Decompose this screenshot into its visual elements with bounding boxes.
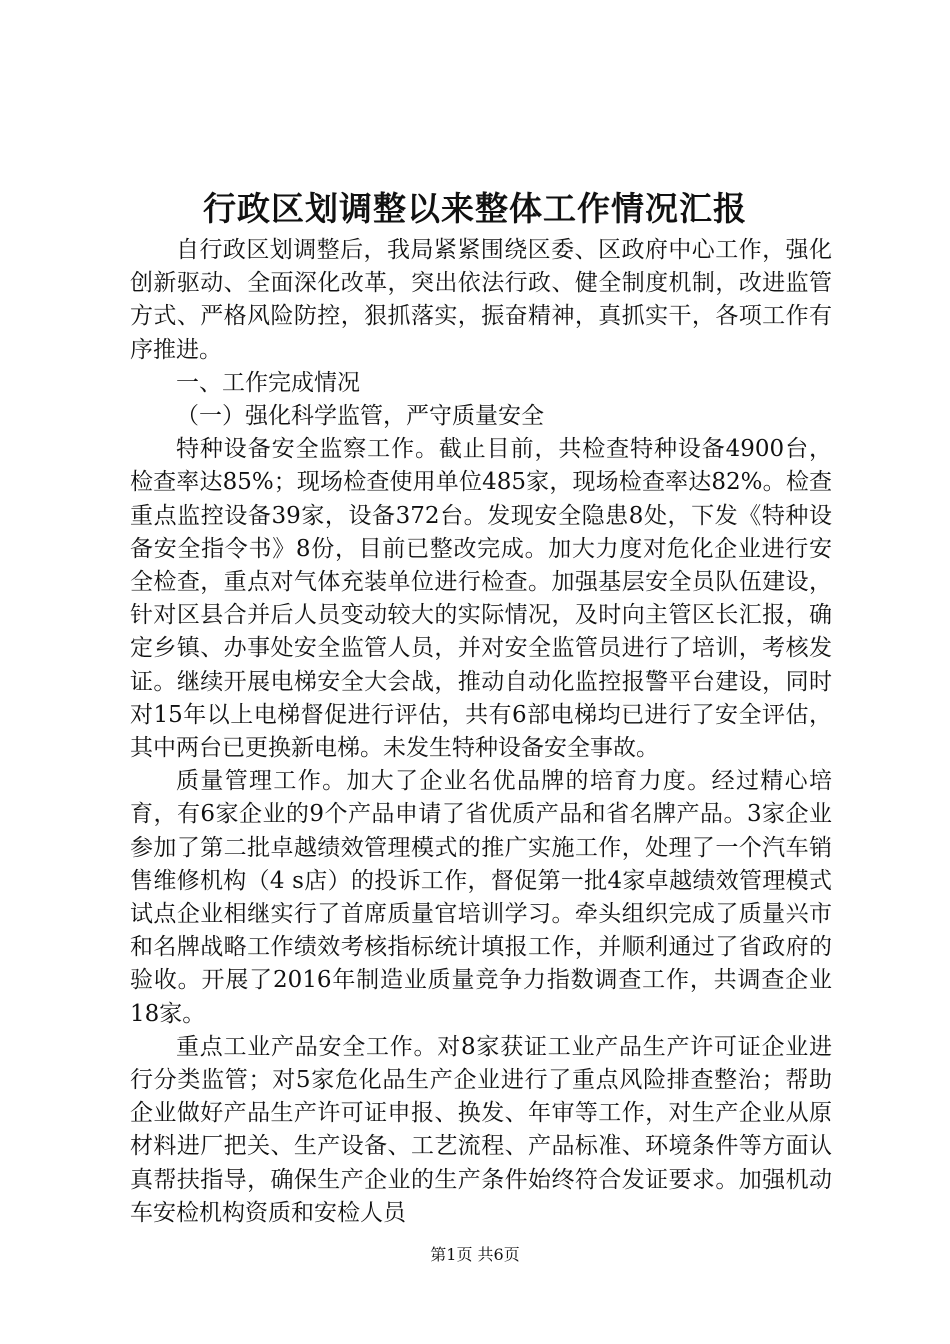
quality-management-paragraph: 质量管理工作。加大了企业名优品牌的培育力度。经过精心培育，有6家企业的9个产品申请了省优质产品和省名牌产品。3家企业参加了第二批卓越绩效管理模式的推广实施工作，处理了一个汽车销售维修机构（4 s店）的投诉工作，督促第一批4家卓越绩效管理模式试点企业相继实行了首席质量官培训学习。牵头组织完成了质量兴市和名牌战略工作绩效考核指标统计填报工作，并顺利通过了省政府的验收。开展了2016年制造业质量竞争力指数调查工作，共调查企业18家。 <box>130 768 832 1027</box>
special-equipment-paragraph: 特种设备安全监察工作。截止目前，共检查特种设备4900台，检查率达85%；现场检查使用单位485家，现场检查率达82%。检查重点监控设备39家，设备372台。发现安全隐患8处，下发《特种设备安全指令书》8份，目前已整改完成。加大力度对危化企业进行安全检查，重点对气体充装单位进行检查。加强基层安全员队伍建设，针对区县合并后人员变动较大的实际情况，及时向主管区长汇报，确定乡镇、办事处安全监管人员，并对安全监管员进行了培训，考核发证。继续开展电梯安全大会战，推动自动化监控报警平台建设，同时对15年以上电梯督促进行评估，共有6部电梯均已进行了安全评估，其中两台已更换新电梯。未发生特种设备安全事故。 <box>130 436 832 762</box>
subsection-heading: （一）强化科学监管，严守质量安全 <box>176 403 544 430</box>
page-number-footer: 第1页 共6页 <box>430 1245 520 1264</box>
document-title: 行政区划调整以来整体工作情况汇报 <box>203 189 747 228</box>
intro-paragraph: 自行政区划调整后，我局紧紧围绕区委、区政府中心工作，强化创新驱动、全面深化改革，突出依法行政、健全制度机制，改进监管方式、严格风险防控，狠抓落实，振奋精神，真抓实干，各项工作有序推进。 <box>130 237 832 363</box>
document-body <box>130 234 832 1230</box>
industrial-product-safety-paragraph: 重点工业产品安全工作。对8家获证工业产品生产许可证企业进行分类监管；对5家危化品生产企业进行了重点风险排查整治；帮助企业做好产品生产许可证申报、换发、年审等工作，对生产企业从原材料进厂把关、生产设备、工艺流程、产品标准、环境条件等方面认真帮扶指导，确保生产企业的生产条件始终符合发证要求。加强机动车安检机构资质和安检人员 <box>130 1033 832 1226</box>
section-heading: 一、工作完成情况 <box>176 369 360 396</box>
